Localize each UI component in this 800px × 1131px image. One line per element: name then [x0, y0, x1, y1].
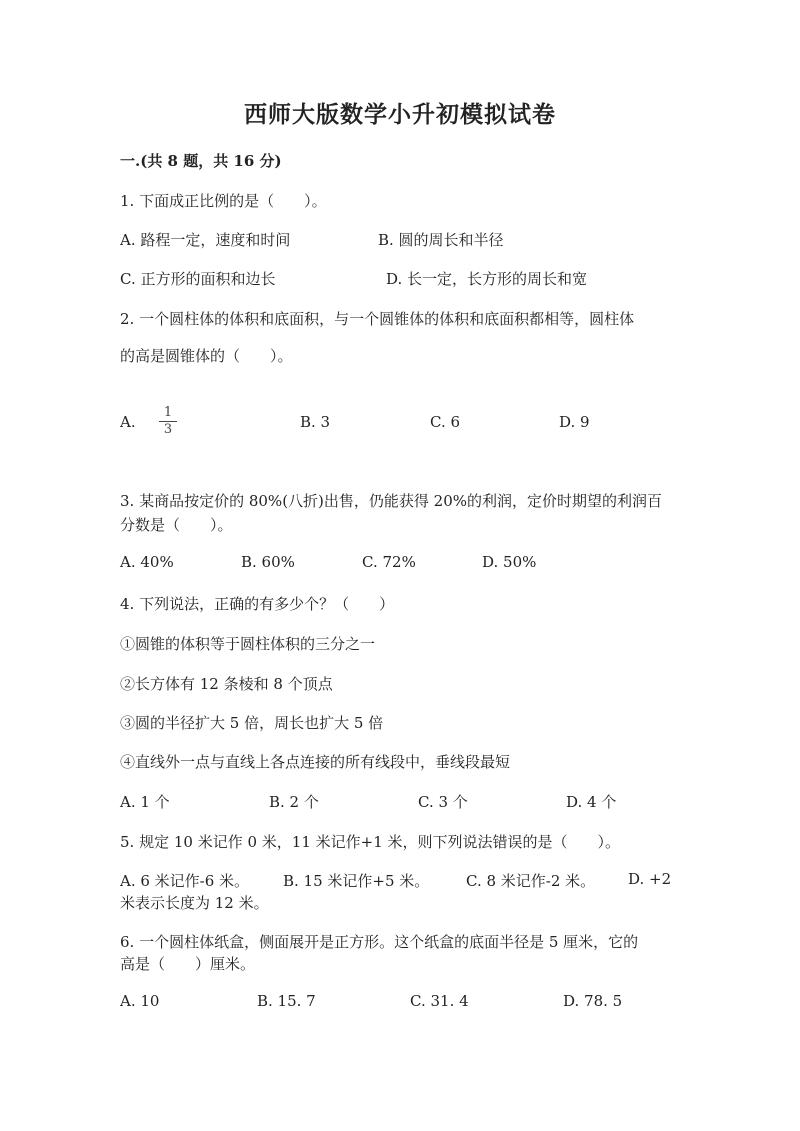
question-4-statement-3: ③圆的半径扩大 5 倍，周长也扩大 5 倍	[120, 714, 384, 732]
question-2-stem-line2: 的高是圆锥体的（ ）。	[120, 347, 293, 365]
question-3-option-c: C. 72%	[362, 553, 416, 571]
question-4-statement-2: ②长方体有 12 条棱和 8 个顶点	[120, 675, 333, 693]
question-4-option-a: A. 1 个	[120, 793, 170, 811]
exam-title: 西师大版数学小升初模拟试卷	[244, 101, 556, 128]
question-2-option-a-label: A.	[120, 413, 136, 431]
question-5-stem: 5. 规定 10 米记作 0 米，11 米记作+1 米，则下列说法错误的是（ ）。	[120, 833, 621, 851]
question-2-option-c: C. 6	[430, 413, 461, 431]
question-3-option-a: A. 40%	[120, 553, 174, 571]
question-4-option-c: C. 3 个	[418, 793, 468, 811]
question-4-option-d: D. 4 个	[566, 793, 617, 811]
question-1-option-a: A. 路程一定，速度和时间	[120, 231, 291, 249]
question-1-option-d: D. 长一定，长方形的周长和宽	[386, 270, 588, 288]
question-5-option-b: B. 15 米记作+5 米。	[283, 872, 430, 890]
question-2-option-a-fraction	[159, 406, 177, 437]
question-3-option-d: D. 50%	[482, 553, 537, 571]
question-4-statement-4: ④直线外一点与直线上各点连接的所有线段中，垂线段最短	[120, 753, 511, 771]
question-2-option-b: B. 3	[300, 413, 331, 431]
question-6-option-b: B. 15. 7	[257, 992, 316, 1010]
question-5-option-d-continued: 米表示长度为 12 米。	[120, 894, 269, 912]
fraction-denominator: 3	[163, 422, 173, 437]
question-1-stem: 1. 下面成正比例的是（ ）。	[120, 192, 327, 210]
question-4-option-b: B. 2 个	[269, 793, 319, 811]
question-4-stem: 4. 下列说法，正确的有多少个？（ ）	[120, 595, 395, 613]
question-1-option-b: B. 圆的周长和半径	[378, 231, 504, 249]
question-4-statement-1: ①圆锥的体积等于圆柱体积的三分之一	[120, 635, 376, 653]
question-2-option-d: D. 9	[559, 413, 590, 431]
section-heading: 一.(共 8 题，共 16 分)	[120, 152, 282, 170]
question-1-option-c: C. 正方形的面积和边长	[120, 270, 276, 288]
question-5-option-c: C. 8 米记作-2 米。	[466, 872, 596, 890]
question-6-stem-line1: 6. 一个圆柱体纸盒，侧面展开是正方形。这个纸盒的底面半径是 5 厘米，它的	[120, 933, 639, 951]
question-5-option-a: A. 6 米记作-6 米。	[120, 872, 250, 890]
question-6-option-d: D. 78. 5	[563, 992, 623, 1010]
question-5-option-d: D. +2	[628, 870, 672, 888]
question-6-stem-line2: 高是（ ）厘米。	[120, 955, 256, 973]
question-6-option-a: A. 10	[120, 992, 160, 1010]
question-3-stem-line1: 3. 某商品按定价的 80%(八折)出售，仍能获得 20%的利润，定价时期望的利润百	[120, 492, 663, 510]
question-3-option-b: B. 60%	[241, 553, 295, 571]
fraction-numerator: 1	[163, 405, 173, 420]
question-6-option-c: C. 31. 4	[410, 992, 469, 1010]
question-3-stem-line2: 分数是（ ）。	[120, 516, 233, 534]
question-2-stem-line1: 2. 一个圆柱体的体积和底面积，与一个圆锥体的体积和底面积都相等，圆柱体	[120, 310, 635, 328]
